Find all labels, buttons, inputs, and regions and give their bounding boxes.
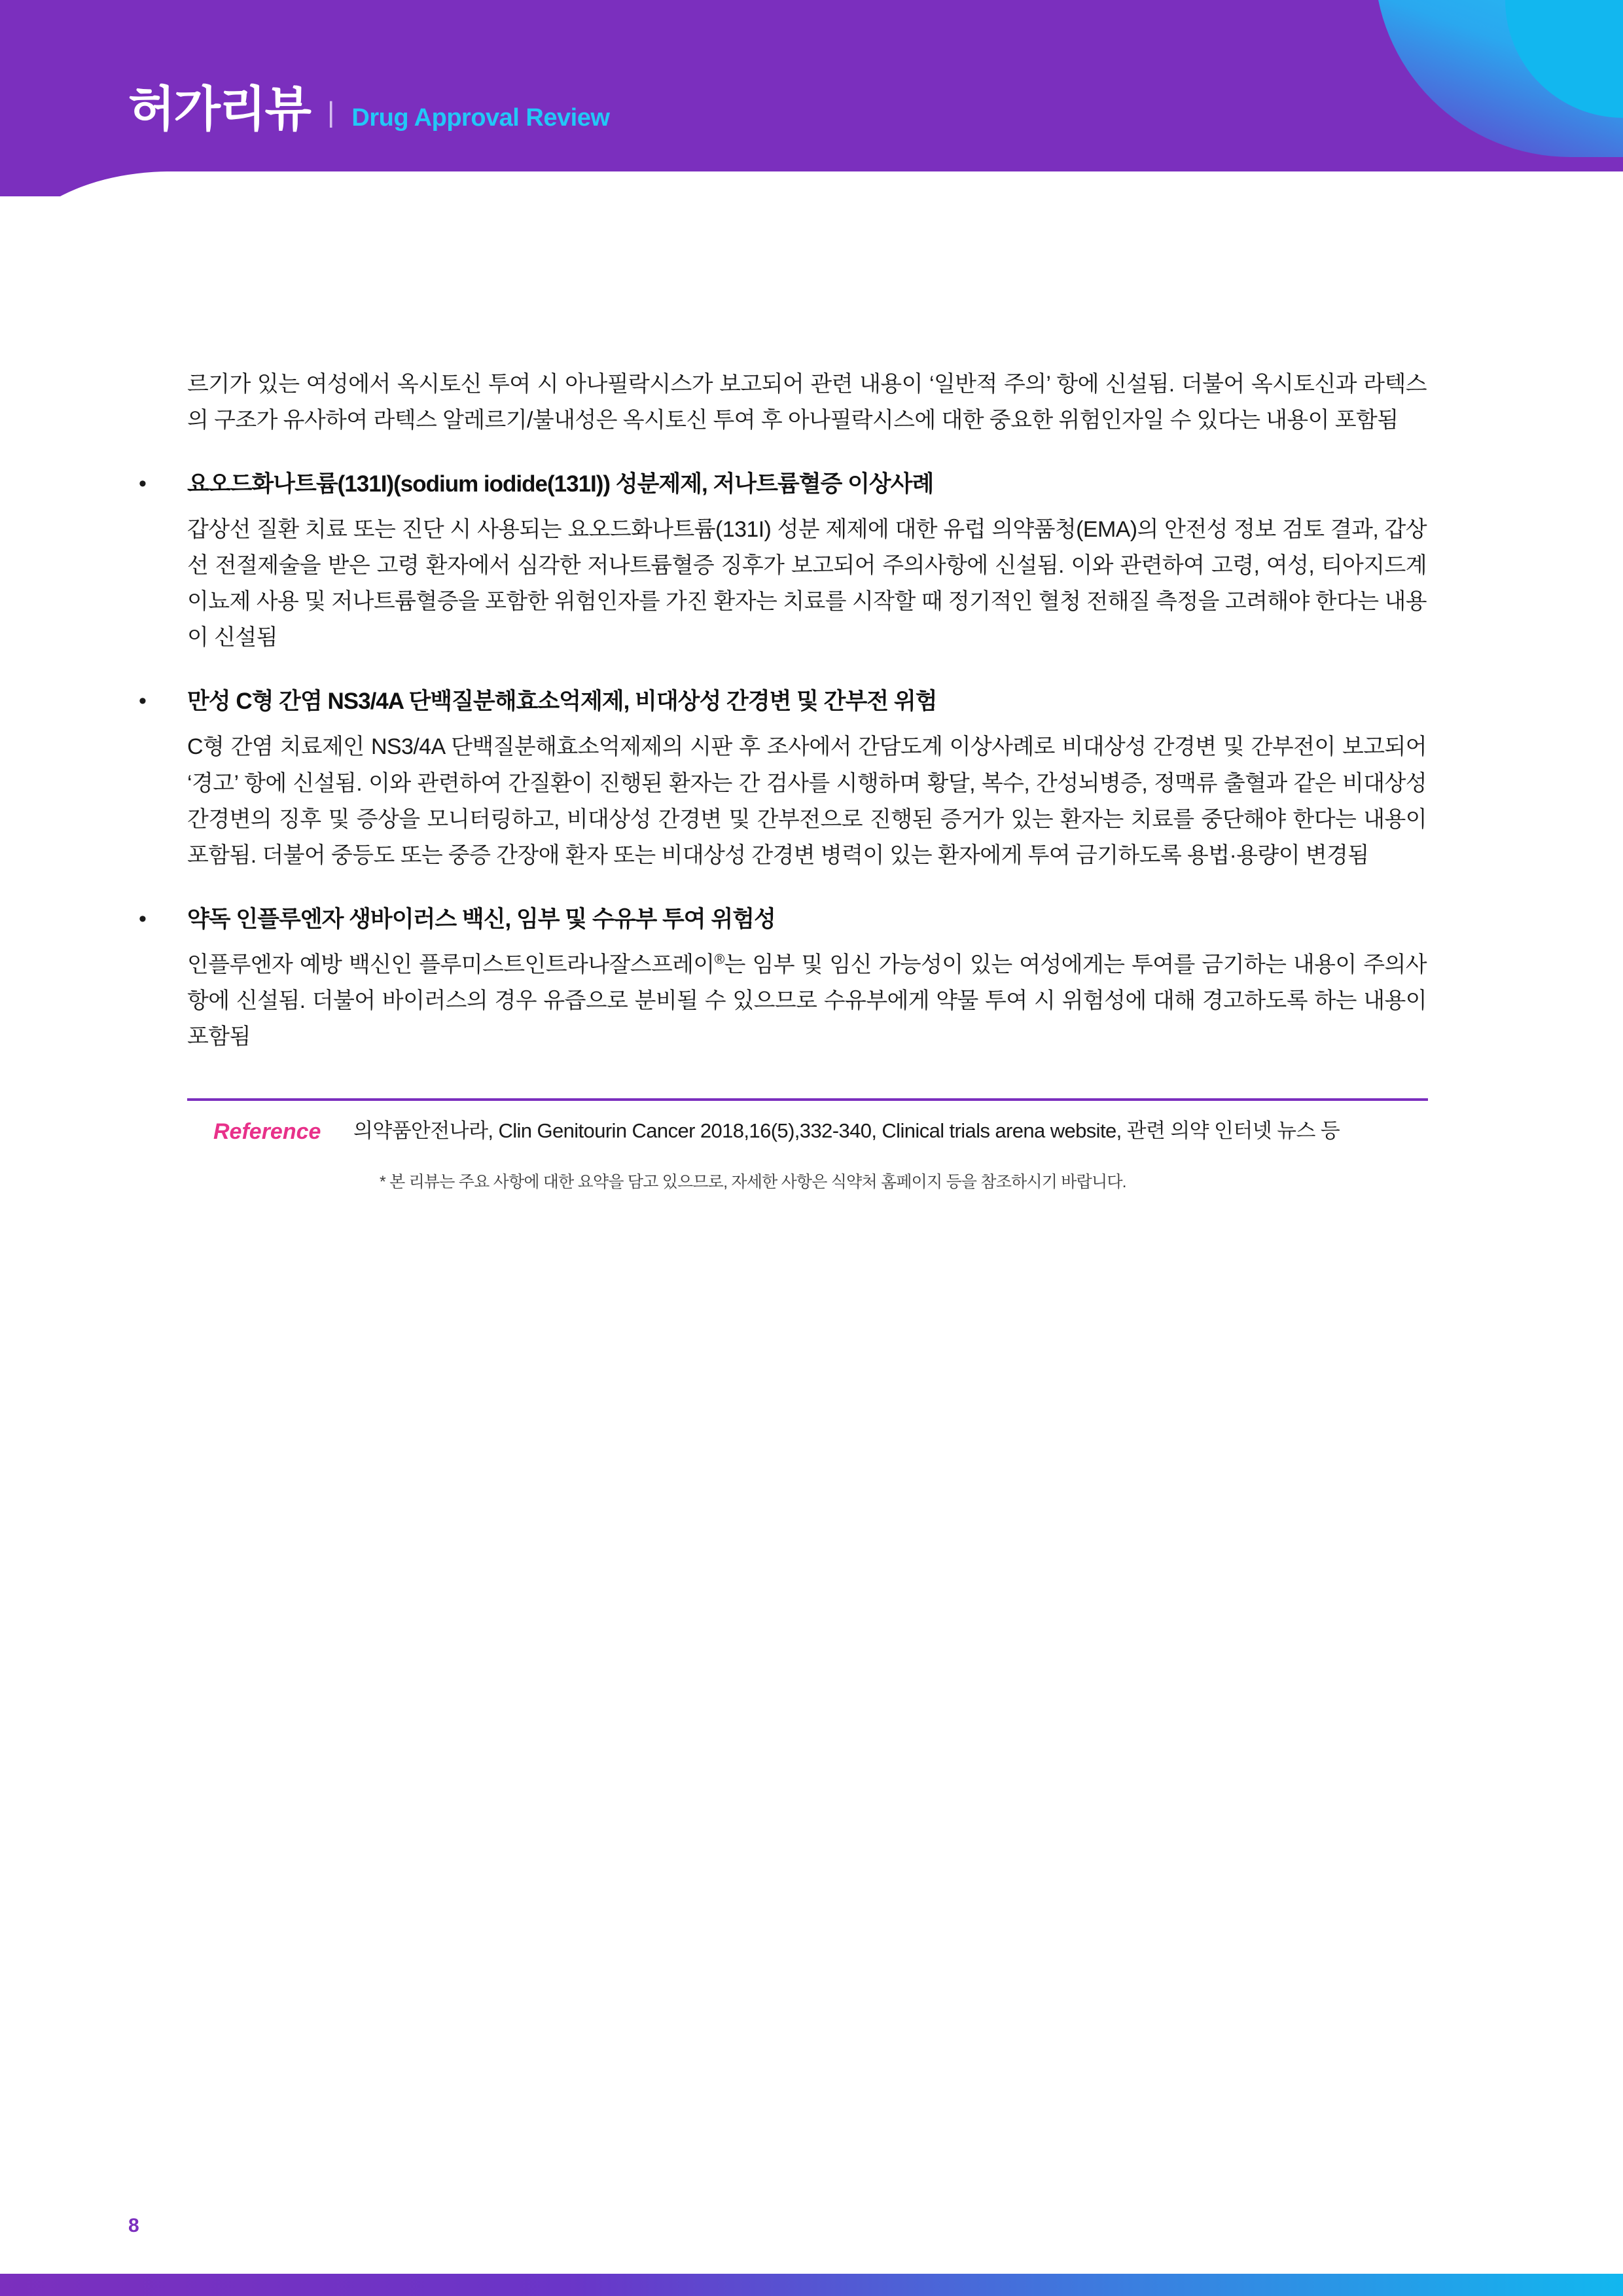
logo-korean-text: 허가리뷰 [128, 82, 310, 136]
reference-divider [187, 1098, 1428, 1101]
page-number: 8 [128, 2215, 139, 2236]
bullet-marker-icon: • [139, 471, 147, 497]
brand-logo [128, 82, 610, 136]
bullet-section-3 [124, 901, 1427, 1055]
bullet-marker-icon: • [139, 906, 147, 931]
bullet-heading-1 [124, 466, 1427, 503]
bullet-body-1: 갑상선 질환 치료 또는 진단 시 사용되는 요오드화나트륨(131I) 성분 제제에 대한 유럽 의약품청(EMA)의 안전성 정보 검토 결과, 갑상선 전절제술을 받은 고령 환자에서 심각한 저나트륨혈증 징후가 보고되어 주의사항에 신설됨. 이와 관련하여 고령, 여성, 티아지드계 이뇨제 사용 및 저나트륨혈증을 포함한 위험인자를 가진 환자는 치료를 시작할 때 정기적인 혈청 전해질 측정을 고려해야 한다는 내용이 신설됨 [187, 517, 1427, 651]
reference-row [187, 1115, 1427, 1147]
bullet-section-2 [124, 683, 1427, 873]
bullet-body-3 [124, 947, 1427, 1055]
bullet-heading-3 [124, 901, 1427, 938]
header-white-curve [0, 171, 1623, 329]
reference-block [124, 1098, 1427, 1193]
bullet-body-3-suffix: 는 임부 및 임신 가능성이 있는 여성에게는 투여를 금기하는 내용이 주의사항에 신설됨. 더불어 바이러스의 경우 유즙으로 분비될 수 있으므로 수유부에게 약물 투여 시 위험성에 대해 경고하도록 하는 내용이 포함됨 [187, 952, 1427, 1049]
document-body [0, 367, 1623, 1193]
footer-gradient-bar [0, 2274, 1623, 2296]
logo-divider: | [327, 96, 335, 128]
header-logo-area [0, 0, 1623, 196]
reference-text: 의약품안전나라, Clin Genitourin Cancer 2018,16(5),332-340, Clinical trials arena website, 관련 의약 인터넷 뉴스 등 [353, 1119, 1340, 1143]
registered-mark: ® [714, 952, 724, 967]
bullet-body-3-prefix: 인플루엔자 예방 백신인 플루미스트인트라나잘스프레이 [187, 952, 715, 977]
bullet-heading-2 [124, 683, 1427, 720]
bullet-title-1: 요오드화나트륨(131I)(sodium iodide(131I)) 성분제제, 저나트륨혈증 이상사례 [187, 471, 934, 497]
intro-paragraph: 르기가 있는 여성에서 옥시토신 투여 시 아나필락시스가 보고되어 관련 내용이 ‘일반적 주의’ 항에 신설됨. 더불어 옥시토신과 라텍스의 구조가 유사하여 라텍스 알레르기/불내성은 옥시토신 투여 후 아나필락시스에 대한 중요한 위험인자일 수 있다는 내용이 포함됨 [187, 372, 1427, 433]
reference-note: * 본 리뷰는 주요 사항에 대한 요약을 담고 있으므로, 자세한 사항은 식약처 홈페이지 등을 참조하시기 바랍니다. [380, 1173, 1126, 1192]
bullet-marker-icon: • [139, 689, 147, 714]
bullet-title-2: 만성 C형 간염 NS3/4A 단백질분해효소억제제, 비대상성 간경변 및 간부전 위험 [187, 689, 937, 715]
reference-label: Reference [213, 1119, 321, 1145]
bullet-title-3: 약독 인플루엔자 생바이러스 백신, 임부 및 수유부 투여 위험성 [187, 906, 776, 932]
logo-english-text: Drug Approval Review [351, 104, 610, 132]
bullet-body-2: C형 간염 치료제인 NS3/4A 단백질분해효소억제제의 시판 후 조사에서 간담도계 이상사례로 비대상성 간경변 및 간부전이 보고되어 ‘경고’ 항에 신설됨. 이와 관련하여 간질환이 진행된 환자는 간 검사를 시행하며 황달, 복수, 간성뇌병증, 정맥류 출혈과 같은 비대상성 간경변의 징후 및 증상을 모니터링하고, 비대상성 간경변 및 간부전으로 진행된 증거가 있는 환자는 치료를 중단해야 한다는 내용이 포함됨. 더불어 중등도 또는 중증 간장애 환자 또는 비대상성 간경변 병력이 있는 환자에게 투여 금기하도록 용법·용량이 변경됨 [187, 734, 1427, 868]
bullet-section-1 [124, 466, 1427, 656]
